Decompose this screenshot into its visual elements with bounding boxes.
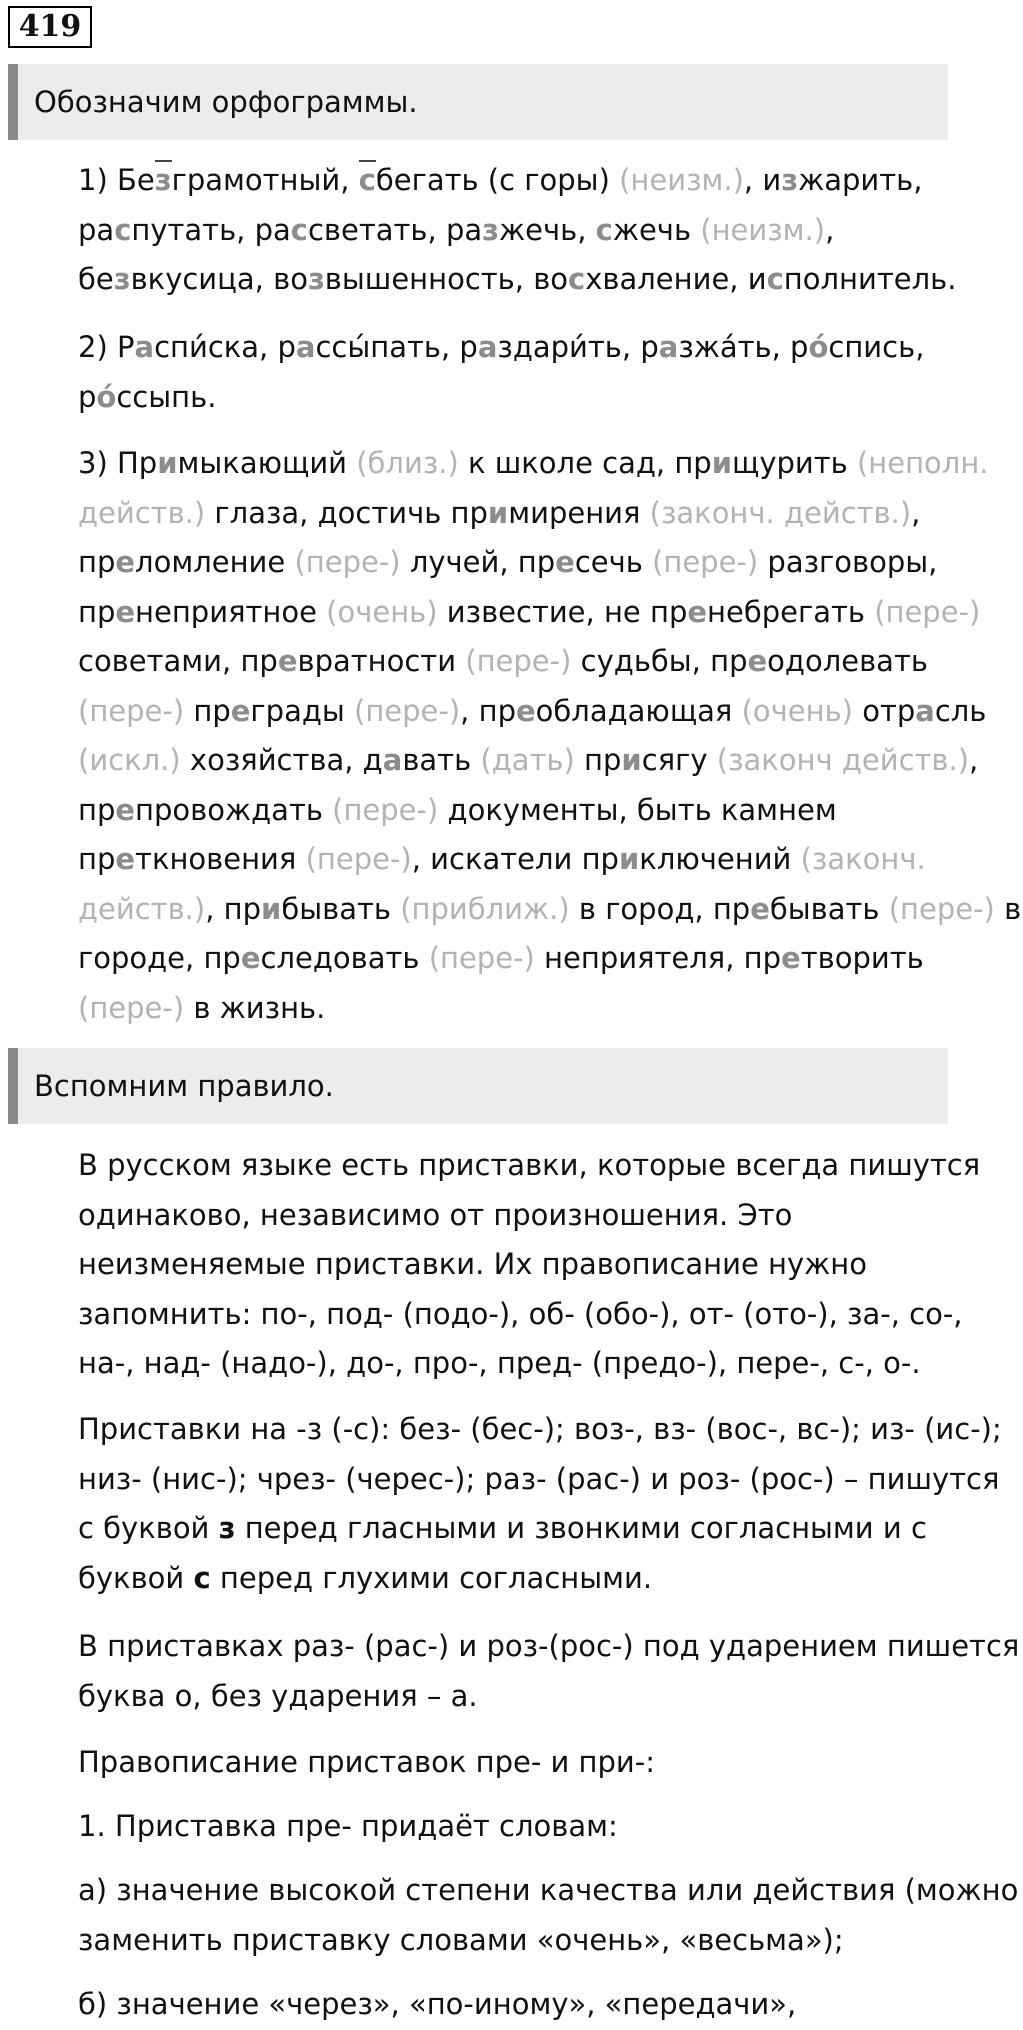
note: (очень) [326,594,438,629]
text: перед гласными и звонкими согласными и с буквой [78,1511,927,1595]
section-header-rule: Вспомним правило. [8,1048,948,1124]
orthogram-letter: и [621,743,642,777]
orthogram-letter: е [115,594,136,629]
text: ломление [135,545,295,579]
orthogram-letter: и [261,891,282,926]
text: советами, пр [78,644,278,678]
note: (неизм.) [619,163,744,197]
orthogram-letter: а [915,693,935,728]
orthogram-letter: о́ [96,379,117,414]
orthogram-letter: с [114,212,132,247]
text: документы, быть камнем пр [78,792,837,876]
note: (пере-) [428,941,535,975]
rule-paragraph-1: В русском языке есть приставки, которые всегда пишутся одинаково, независимо от произношения. Это неизменяемые приставки. Их правописание нужно запомнить: по-, под- (подо-), об- (обо-), от- (ото-), за-, со-, на-, над- (надо-), до-, про-, пред- (предо-), пере-, с-, о-. [78,1148,981,1380]
text: 3) Пр [78,446,158,480]
orthogram-letter: е [230,693,251,728]
text: в жизнь. [184,990,326,1025]
orthogram-letter: а [658,330,679,364]
orthogram-letter: е [750,891,770,926]
orthogram-letter: е [115,842,136,876]
item-1-paragraph [8,156,1023,305]
text: жечь, [499,212,596,247]
note: (пере-) [354,693,461,728]
rule-paragraph-5: 1. Приставка пре- придаёт словам: [78,1809,618,1843]
orthogram-letter: е [115,545,136,579]
text: , пр [205,891,262,926]
text: провождать [135,792,333,827]
orthogram-letter: з [113,262,131,296]
note: (пере-) [652,545,759,579]
text: зжа́ть, р [678,330,809,364]
item-3-paragraph [8,439,1023,1033]
orthogram-letter: и [711,446,733,480]
text: следовать [260,941,429,975]
text: вышенность, во [324,262,569,296]
text: перед глухими согласными. [210,1560,653,1595]
text: бывать [281,891,401,926]
text: сягу [641,743,717,777]
note: (пере-) [305,842,412,876]
note: (неизм.) [700,212,826,247]
section-header-spelling: Обозначим орфограммы. [8,64,948,140]
text: бывать [769,891,889,926]
text: известие, не пр [437,594,688,629]
rule-paragraph-3: В приставках раз- (рас-) и роз-(рос-) под ударением пишется буква о, без ударения – а. [78,1629,1020,1713]
text: , пр [78,743,979,827]
orthogram-letter: е [115,792,136,827]
rule-paragraph-7: б) значение «через», «по-иному», «передачи», [78,1987,797,2021]
text: обладающая [535,693,742,728]
text: одолевать [767,644,928,678]
text: жарить, [798,163,923,197]
orthogram-letter: а [295,330,316,364]
text: пр [574,743,622,777]
orthogram-letter: и [157,446,178,480]
text: спи́ска, р [154,330,296,364]
text: творить [800,941,924,975]
text: жечь [612,212,701,247]
orthogram-letter: а [477,330,498,364]
bold-letter: с [193,1560,211,1595]
orthogram-letter: и [487,495,509,530]
orthogram-letter: е [781,941,801,975]
orthogram-letter: е [747,644,768,678]
note: (пере-) [465,644,572,678]
orthogram-letter: е [240,941,261,975]
orthogram-letter: а [382,743,403,777]
exercise-number: 419 [8,6,92,48]
orthogram-letter: з [781,163,799,197]
orthogram-letter: е [277,644,298,678]
note: (законч. действ.) [78,842,926,926]
note: (пере-) [294,545,401,579]
text: ссыпь. [116,379,217,414]
text: к школе сад, пр [458,446,712,480]
text: грады [250,693,355,728]
note: (пере-) [78,990,185,1025]
rule-paragraph-2 [8,1405,1023,1603]
text: , бе [78,212,835,296]
note: (дать) [480,743,575,777]
text: лучей, пр [400,545,556,579]
orthogram-letter: з [154,163,172,197]
text: ткновения [135,842,306,876]
text: в городе, пр [78,891,1022,975]
item-2-paragraph [8,323,1023,422]
text: , искатели пр [411,842,619,876]
text: здари́ть, р [497,330,659,364]
text: спись, р [78,330,925,414]
orthogram-letter: с [595,212,613,247]
text: разговоры, пр [78,545,938,629]
text: Приставки на -з (-с): без- (бес-); воз-, вз- (вос-, вс-); из- (ис-); низ- (нис-); чрез- (черес-); раз- (рас-) и роз- (рос-) – пишутся с буквой [78,1412,1002,1545]
note: (пере-) [78,693,185,728]
note: (приближ.) [400,891,570,926]
text: отр [852,693,916,728]
orthogram-letter: е [687,594,708,629]
note: (искл.) [78,743,181,777]
text: 2) Р [78,330,135,364]
text: вать [402,743,481,777]
text: , пр [460,693,516,728]
text: пр [184,693,231,728]
text: вратности [297,644,466,678]
text: мыкающий [177,446,357,480]
note: (близ.) [356,446,459,480]
text: судьбы, пр [571,644,748,678]
text: бегать (с горы) [375,163,620,197]
orthogram-letter: з [307,262,325,296]
note: (законч. действ.) [649,495,912,530]
text: , и [743,163,782,197]
text: хваление, и [585,262,767,296]
text: хозяйства, д [180,743,383,777]
text: мирения [508,495,650,530]
text: светать, ра [307,212,483,247]
note: (очень) [741,693,853,728]
text: грамотный, [171,163,359,197]
orthogram-letter: о́ [808,330,829,364]
note: (пере-) [874,594,981,629]
orthogram-letter: з [482,212,499,247]
orthogram-letter: е [555,545,575,579]
orthogram-letter: с [766,262,784,296]
text: путать, ра [131,212,291,247]
text: неприятное [135,594,327,629]
text: ссы́пать, р [315,330,478,364]
text: 1) Бе [78,163,155,197]
note: (пере-) [332,792,439,827]
text: вкусица, во [130,262,308,296]
orthogram-letter: с [568,262,586,296]
text: полнитель. [783,262,957,296]
note: (законч действ.) [716,743,970,777]
text: в город, пр [569,891,751,926]
bold-letter: з [218,1511,236,1545]
rule-paragraph-4: Правописание приставок пре- и при-: [78,1745,656,1779]
note: (пере-) [888,891,995,926]
text: глаза, достичь пр [205,495,488,530]
text: щурить [732,446,857,480]
prefix-mark [155,160,172,197]
orthogram-letter: е [515,693,536,728]
text: неприятеля, пр [534,941,782,975]
orthogram-letter: а [134,330,155,364]
text: ра [78,212,115,247]
orthogram-letter: и [618,842,640,876]
text: ключений [639,842,801,876]
text: сль [934,693,987,728]
rule-paragraph-6: а) значение высокой степени качества или действия (можно заменить приставку словами «очень», «весьма»); [78,1873,1019,1957]
orthogram-letter: с [359,160,376,197]
text: сечь [574,545,653,579]
note: (неполн. действ.) [78,446,989,530]
text: , пр [78,495,921,579]
text: небрегать [707,594,875,629]
orthogram-letter: с [290,212,308,247]
